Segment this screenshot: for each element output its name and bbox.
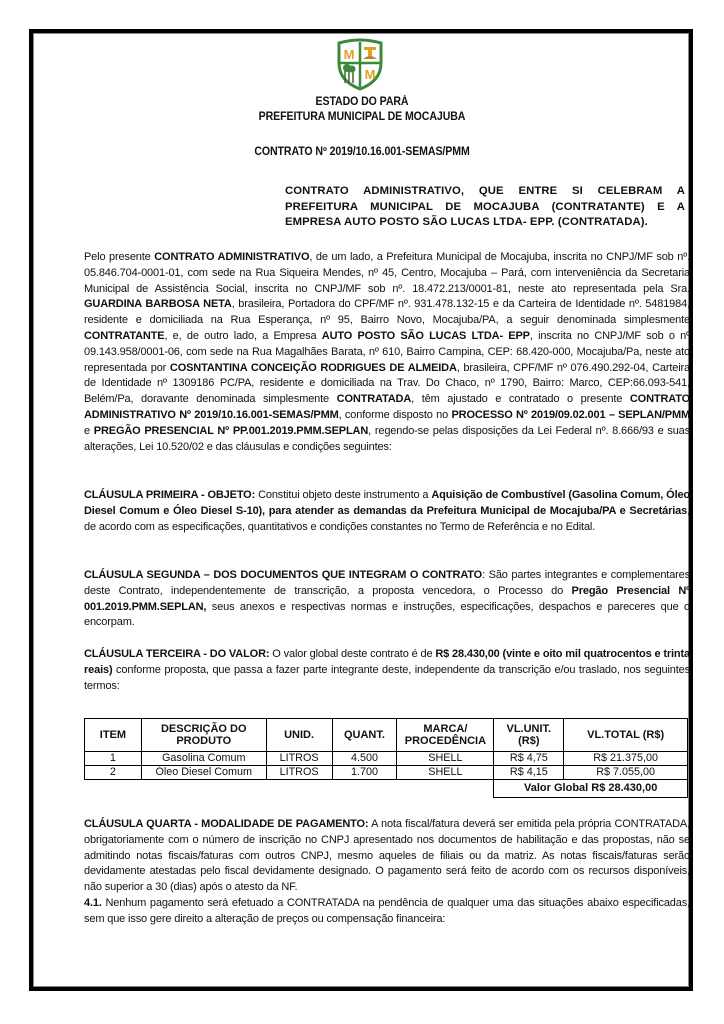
contract-number-heading: CONTRATO Nº 2019/10.16.001-SEMAS/PMM — [254, 146, 470, 158]
col-header-total-price: VL.TOTAL (R$) — [564, 719, 688, 752]
bold-run: R$ 28.430,00 (vinte e oito mil quatrocentos e trinta reais) — [84, 648, 690, 676]
col-header-quantity: QUANT. — [332, 719, 397, 752]
bold-run: Aquisição de Combustível (Gasolina Comum, Óleo Diesel Comum e Óleo Diesel S-10), para atender as demandas da Prefeitura Municipal de Mocajuba/PA e Secretárias — [84, 489, 691, 517]
bold-run: CONTRATO ADMINISTRATIVO — [154, 251, 310, 263]
cell-unit: LITROS — [266, 752, 332, 766]
table-total-row — [85, 780, 688, 798]
contract-summary: CONTRATO ADMINISTRATIVO, QUE ENTRE SI CELEBRAM A PREFEITURA MUNICIPAL DE MOCAJUBA (CONTRATANTE) E A EMPRESA AUTO POSTO SÃO LUCAS LTDA- EPP. (CONTRATADA). — [285, 185, 685, 228]
clause-first-object: CLÁUSULA PRIMEIRA - OBJETO: Constitui objeto deste instrumento a Aquisição de Combustível (Gasolina Comum, Óleo Diesel Comum e Óleo Diesel S-10), para atender as demandas da Prefeitura Municipal de Mocajuba/PA e Secretárias, de acordo com as especificações, quantitativos e condições constantes no Termo de Referência e no Edital. — [84, 489, 691, 533]
col-header-unit: UNID. — [266, 719, 332, 752]
cell-description: Gasolina Comum — [141, 752, 266, 766]
table-row — [85, 766, 688, 780]
bold-run: CLÁUSULA QUARTA - MODALIDADE DE PAGAMENTO: — [84, 818, 369, 830]
bold-run: PREGÃO PRESENCIAL Nº PP.001.2019.PMM.SEPLAN — [93, 424, 369, 437]
cell-unit-price: R$ 4,75 — [494, 752, 564, 766]
cell-brand: SHELL — [397, 752, 494, 766]
cell-item: 2 — [85, 766, 142, 780]
bold-run: Pregão Presencial Nº 001.2019.PMM.SEPLAN, — [84, 584, 690, 613]
bold-run: COSNTANTINA CONCEIÇÃO RODRIGUES DE ALMEIDA — [169, 361, 457, 374]
municipality-heading: PREFEITURA MUNICIPAL DE MOCAJUBA — [258, 111, 466, 123]
bold-run: CONTRATO ADMINISTRATIVO Nº 2019/10.16.001-SEMAS/PMM — [84, 393, 691, 421]
bold-run: CLÁUSULA TERCEIRA - DO VALOR: — [84, 648, 270, 660]
cell-unit: LITROS — [266, 766, 332, 780]
cell-brand: SHELL — [397, 766, 494, 780]
logo-letter-m-top: M — [343, 47, 355, 62]
col-header-brand: MARCA/ PROCEDÊNCIA — [397, 719, 494, 752]
cell-item: 1 — [85, 752, 142, 766]
clause-third-value: CLÁUSULA TERCEIRA - DO VALOR: O valor global deste contrato é de R$ 28.430,00 (vinte e oito mil quatrocentos e trinta reais) conforme proposta, que passa a fazer parte integrante deste, independente da transcrição e/ou traslado, nos seguintes termos: — [84, 648, 690, 692]
col-header-description: DESCRIÇÃO DO PRODUTO — [141, 719, 266, 752]
mocajuba-coat-of-arms-icon — [333, 37, 387, 91]
clause-4-1-paragraph: 4.1. Nenhum pagamento será efetuado a CONTRATADA na pendência de qualquer uma das situações abaixo especificadas, sem que isso gere direito a alteração de preços ou compensação financeira: — [84, 897, 690, 925]
table-row — [85, 752, 688, 766]
items-table — [84, 718, 688, 798]
bold-run: 4.1. — [84, 897, 102, 909]
cell-total-price: R$ 21.375,00 — [564, 752, 688, 766]
global-total-value: Valor Global R$ 28.430,00 — [494, 780, 688, 798]
col-header-item: ITEM — [85, 719, 142, 752]
state-heading: ESTADO DO PARÁ — [315, 96, 409, 108]
intro-paragraph: Pelo presente CONTRATO ADMINISTRATIVO, de um lado, a Prefeitura Municipal de Mocajuba, inscrita no CNPJ/MF sob nº. 05.846.704-0001-01, com sede na Rua Siqueira Mendes, nº 45, Centro, Mocajuba – Pará, com interveniência da Secretaria Municipal de Assistência Social, inscrita no CNPJ/MF sob nº. 18.472.213/0001-81, neste ato representada pela Sra. GUARDINA BARBOSA NETA, brasileira, Portadora do CPF/MF nº. 931.478.132-15 e da Carteira de Identidade nº. 5481984, residente e domiciliada na Rua Esperança, nº 95, Bairro Novo, Mocajuba/PA, a seguir denominada simplesmente CONTRATANTE, e, de outro lado, a Empresa AUTO POSTO SÃO LUCAS LTDA- EPP, inscrita no CNPJ/MF sob o nº 09.143.958/0001-06, com sede na Rua Magalhães Barata, nº 610, Bairro Campina, CEP: 68.420-000, Mocajuba/Pa, neste ato representada por COSNTANTINA CONCEIÇÃO RODRIGUES DE ALMEIDA, brasileira, CPF/MF nº 076.490.292-04, Carteira de Identidade nº 1309186 PC/PA, residente e domiciliada na Trav. Do Chaco, nº 1790, Bairro: Marco, CEP:66.093-541, Belém/Pa, doravante denominada simplesmente CONTRATADA, têm ajustado e contratado o presente CONTRATO ADMINISTRATIVO Nº 2019/10.16.001-SEMAS/PMM, conforme disposto no PROCESSO Nº 2019/09.02.001 – SEPLAN/PMM e PREGÃO PRESENCIAL Nº PP.001.2019.PMM.SEPLAN, regendo-se pelas disposições da Lei Federal nº. 8.666/93 e suas alterações, Lei 10.520/02 e das cláusulas e condições seguintes: — [84, 251, 691, 453]
clause-second-documents: CLÁUSULA SEGUNDA – DOS DOCUMENTOS QUE INTEGRAM O CONTRATO: São partes integrantes e complementares deste Contrato, independentemente de transcrição, a proposta vencedora, o Processo do Pregão Presencial Nº 001.2019.PMM.SEPLAN, seus anexos e respectivas normas e instruções, especificações, despachos e pareceres que o encorpam. — [84, 569, 690, 629]
logo-letter-m-bottom: M — [364, 67, 376, 82]
bold-run: CONTRATADA — [336, 393, 412, 406]
col-header-unit-price: VL.UNIT. (R$) — [494, 719, 564, 752]
bold-run: CLÁUSULA PRIMEIRA - OBJETO: — [84, 489, 256, 501]
cell-quantity: 1.700 — [332, 766, 397, 780]
table-header-row — [85, 719, 688, 752]
bold-run: CONTRATANTE — [84, 329, 165, 342]
bold-run: CLÁUSULA SEGUNDA – DOS DOCUMENTOS QUE INTEGRAM O CONTRATO — [84, 569, 483, 581]
bold-run: PROCESSO Nº 2019/09.02.001 – SEPLAN/PMM — [451, 408, 691, 421]
cell-total-price: R$ 7.055,00 — [564, 766, 688, 780]
bold-run: GUARDINA BARBOSA NETA — [84, 298, 232, 311]
cell-description: Óleo Diesel Comum — [141, 766, 266, 780]
cell-quantity: 4.500 — [332, 752, 397, 766]
bold-run: AUTO POSTO SÃO LUCAS LTDA- EPP — [321, 329, 530, 342]
clause-fourth-payment: CLÁUSULA QUARTA - MODALIDADE DE PAGAMENTO: A nota fiscal/fatura deverá ser emitida pela própria CONTRATADA, obrigatoriamente com o número de inscrição no CNPJ apresentado nos documentos de habilitação e das propostas, não se admitindo notas fiscais/faturas com outros CNPJ, mesmo aqueles de filiais ou da matriz. As notas fiscais/faturas serão devidamente atestadas pelo fiscal devidamente designado. O pagamento será feito de acordo com os recursos disponíveis, não superior a 30 (dias) após o atesto da NF. — [84, 818, 690, 894]
cell-unit-price: R$ 4,15 — [494, 766, 564, 780]
